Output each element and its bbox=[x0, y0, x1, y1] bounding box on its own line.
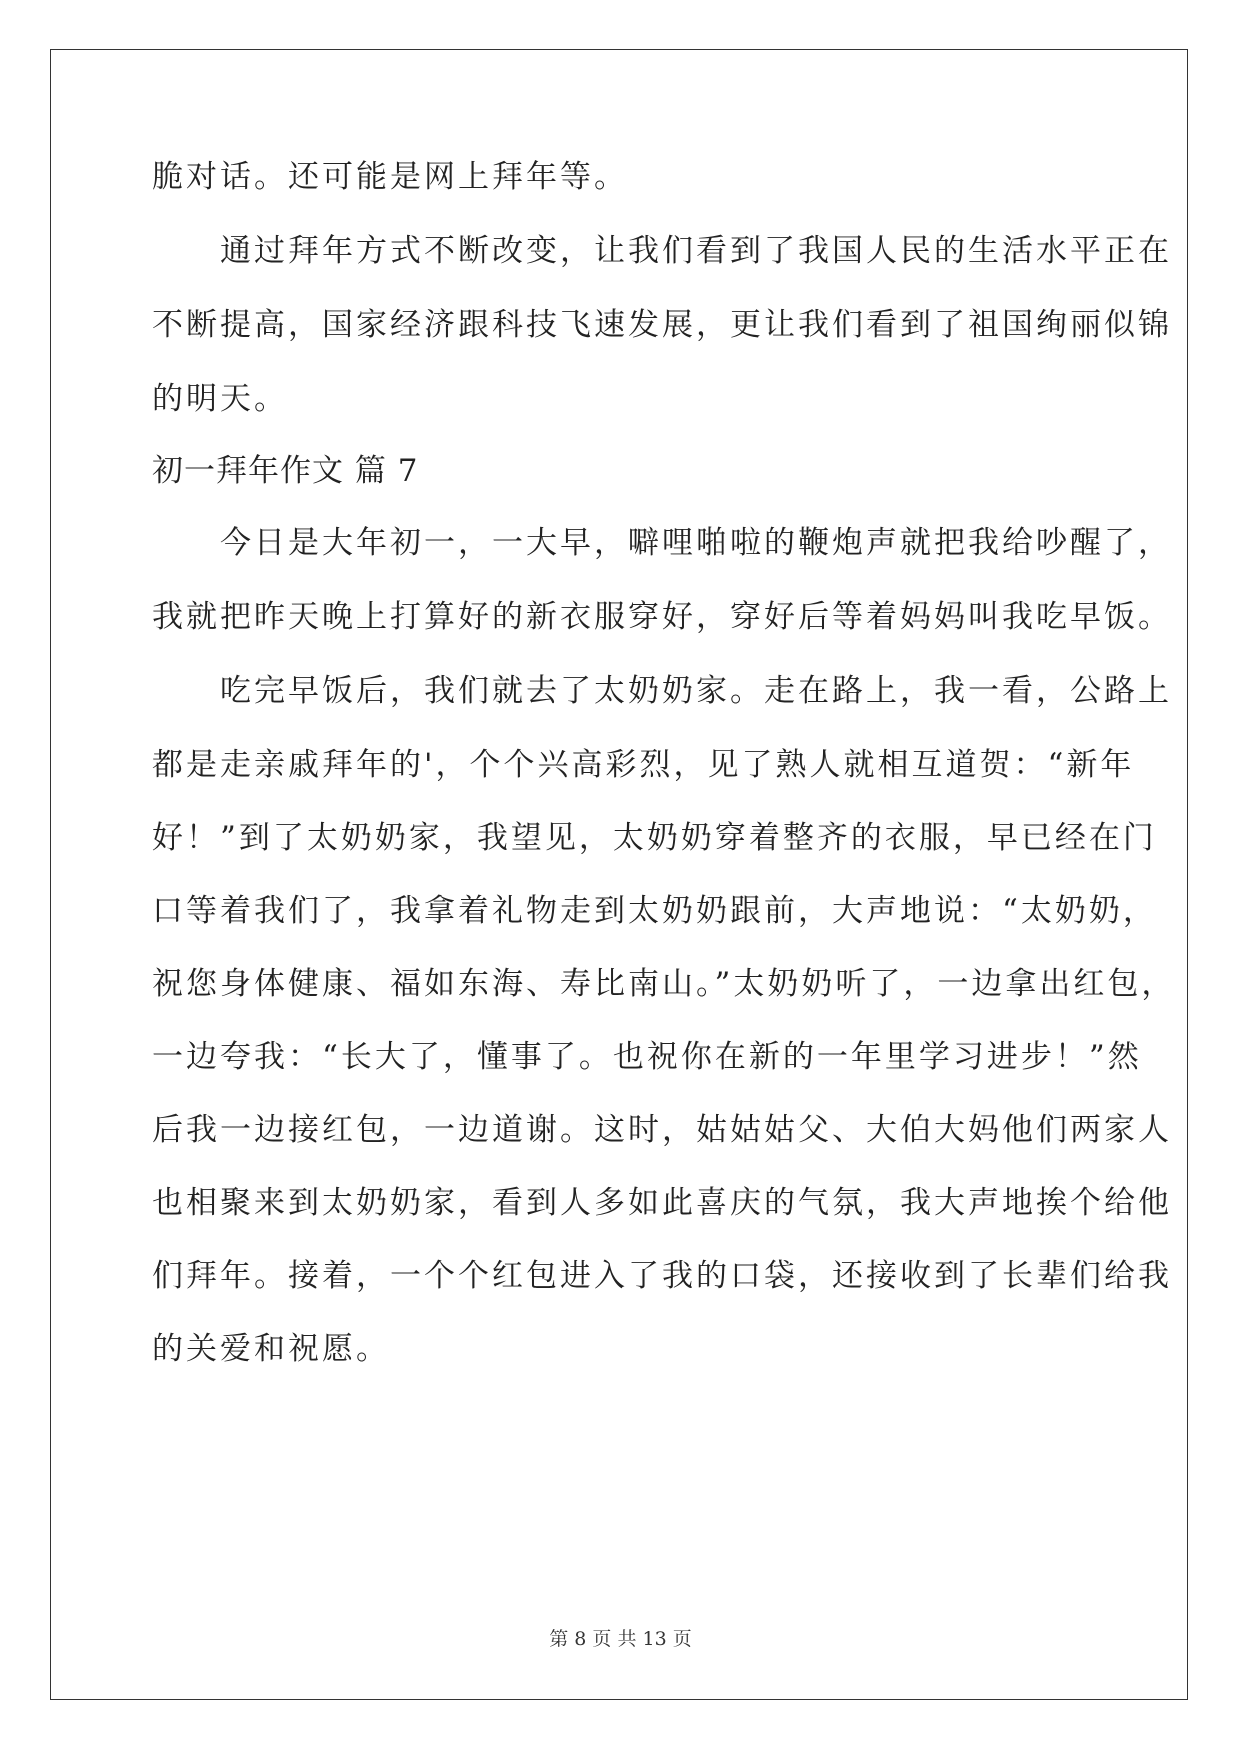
text-line: 口等着我们了，我拿着礼物走到太奶奶跟前，大声地说：“太奶奶， bbox=[152, 893, 1157, 929]
paragraph-start: 通过拜年方式不断改变，让我们看到了我国人民的生活水平正在 bbox=[152, 233, 1172, 269]
text-line: 祝您身体健康、福如东海、寿比南山。”太奶奶听了，一边拿出红包， bbox=[152, 966, 1176, 1002]
text-line: 好！”到了太奶奶家，我望见，太奶奶穿着整齐的衣服，早已经在门 bbox=[152, 820, 1157, 856]
paragraph-start: 吃完早饭后，我们就去了太奶奶家。走在路上，我一看，公路上 bbox=[152, 673, 1172, 709]
text-line: 也相聚来到太奶奶家，看到人多如此喜庆的气氛，我大声地挨个给他 bbox=[152, 1185, 1172, 1221]
page-footer: 第 8 页 共 13 页 bbox=[549, 1628, 692, 1650]
text-line: 一边夸我：“长大了，懂事了。也祝你在新的一年里学习进步！”然 bbox=[152, 1039, 1142, 1075]
section-heading: 初一拜年作文 篇 7 bbox=[152, 453, 419, 489]
text-line: 的关爱和祝愿。 bbox=[152, 1331, 390, 1367]
page-border bbox=[50, 49, 1188, 1700]
text-line: 我就把昨天晚上打算好的新衣服穿好，穿好后等着妈妈叫我吃早饭。 bbox=[152, 599, 1172, 635]
text-line: 的明天。 bbox=[152, 381, 288, 417]
text-line: 不断提高，国家经济跟科技飞速发展，更让我们看到了祖国绚丽似锦 bbox=[152, 307, 1172, 343]
text-line: 后我一边接红包，一边道谢。这时，姑姑姑父、大伯大妈他们两家人 bbox=[152, 1112, 1172, 1148]
text-line: 们拜年。接着，一个个红包进入了我的口袋，还接收到了长辈们给我 bbox=[152, 1258, 1172, 1294]
text-line: 都是走亲戚拜年的'，个个兴高彩烈，见了熟人就相互道贺：“新年 bbox=[152, 747, 1135, 783]
text-line: 脆对话。还可能是网上拜年等。 bbox=[152, 159, 628, 195]
paragraph-start: 今日是大年初一，一大早，噼哩啪啦的鞭炮声就把我给吵醒了， bbox=[152, 525, 1172, 561]
